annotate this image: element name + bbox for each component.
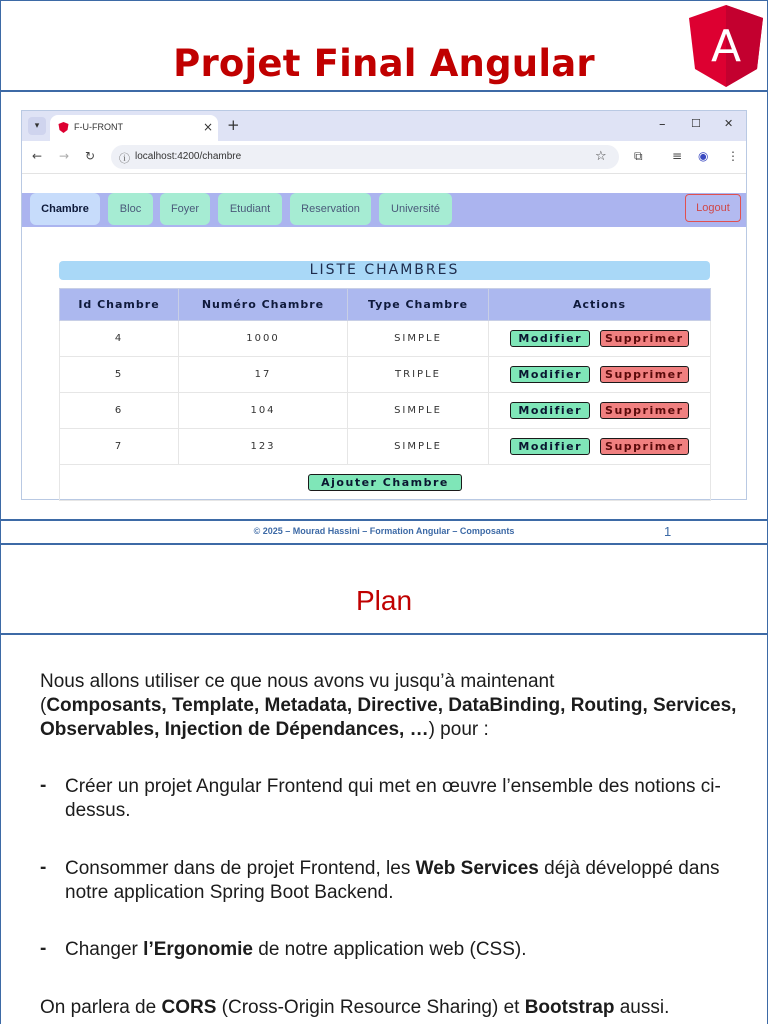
closing-text-end: aussi.: [614, 997, 670, 1018]
closing-cors: CORS: [161, 997, 217, 1018]
bullet-3-text: Changer: [65, 939, 144, 960]
site-info-icon[interactable]: ⓘ: [119, 152, 130, 165]
cell-numero: 17: [179, 357, 348, 393]
cell-actions: [489, 429, 711, 465]
cell-numero: 123: [179, 429, 348, 465]
intro-open-paren: (: [40, 695, 47, 716]
profile-icon[interactable]: ◉: [698, 149, 709, 163]
bookmark-star-icon[interactable]: ☆: [595, 149, 607, 164]
url-text: localhost:4200/chambre: [135, 151, 242, 162]
extensions-icon[interactable]: ⧉: [634, 149, 643, 163]
logout-button[interactable]: Logout: [685, 194, 741, 222]
bullet-2-text: Consommer dans de projet Frontend, les: [65, 858, 416, 879]
table-footer-row: [60, 465, 711, 501]
modifier-button[interactable]: Modifier: [510, 402, 590, 419]
add-cell: [60, 465, 711, 501]
cell-id: 7: [60, 429, 179, 465]
column-header-type: Type Chambre: [348, 289, 489, 321]
url-field[interactable]: [111, 145, 619, 169]
nav-tab-reservation[interactable]: Reservation: [290, 193, 371, 225]
nav-tab-etudiant[interactable]: Etudiant: [218, 193, 282, 225]
tab-title: F-U-FRONT: [74, 122, 123, 132]
chambres-table: [59, 288, 711, 501]
bullet-dash: -: [40, 775, 47, 796]
bullet-dash: -: [40, 938, 47, 959]
slide-left-border: [0, 0, 1, 1024]
menu-kebab-icon[interactable]: ⋮: [727, 149, 739, 163]
closing-line: [40, 996, 760, 1020]
reload-icon[interactable]: ↻: [85, 149, 96, 163]
supprimer-button[interactable]: Supprimer: [600, 330, 689, 347]
closing-text: On parlera de: [40, 997, 162, 1018]
supprimer-button[interactable]: Supprimer: [600, 438, 689, 455]
app-navbar: [22, 193, 746, 227]
close-window-icon[interactable]: ✕: [724, 117, 734, 130]
cell-actions: [489, 357, 711, 393]
slide-separator: [0, 543, 768, 545]
table-row: [60, 429, 711, 465]
list-title: LISTE CHAMBRES: [59, 261, 710, 280]
browser-tabbar: [22, 111, 746, 141]
modifier-button[interactable]: Modifier: [510, 438, 590, 455]
cell-type: SIMPLE: [348, 393, 489, 429]
angular-favicon-icon: [58, 122, 69, 133]
cell-type: SIMPLE: [348, 321, 489, 357]
bullet-1: Créer un projet Angular Frontend qui met en œuvre l’ensemble des notions ci-dessus.: [65, 776, 721, 821]
cell-id: 5: [60, 357, 179, 393]
table-header-row: [60, 289, 711, 321]
slide1-footer-rule: [0, 519, 768, 521]
cell-actions: [489, 393, 711, 429]
nav-tab-foyer[interactable]: Foyer: [160, 193, 210, 225]
add-chambre-button[interactable]: Ajouter Chambre: [308, 474, 462, 491]
browser-window: [21, 110, 747, 500]
tab-list-icon[interactable]: ▾: [28, 117, 46, 135]
minimize-icon[interactable]: –: [659, 117, 666, 132]
cell-type: SIMPLE: [348, 429, 489, 465]
browser-tab[interactable]: [50, 115, 218, 141]
close-tab-icon[interactable]: ×: [203, 120, 214, 134]
cell-numero: 1000: [179, 321, 348, 357]
bullet-2-bold: Web Services: [415, 858, 539, 879]
bullet-3-bold: l’Ergonomie: [143, 939, 253, 960]
column-header-numero: Numéro Chambre: [179, 289, 348, 321]
reading-list-icon[interactable]: ≡: [672, 149, 683, 163]
table-row: [60, 321, 711, 357]
slide-top-border: [0, 0, 768, 1]
bullet-3-text-end: de notre application web (CSS).: [252, 939, 527, 960]
intro-tail: ) pour :: [428, 719, 489, 740]
column-header-actions: Actions: [489, 289, 711, 321]
cell-actions: [489, 321, 711, 357]
cell-type: TRIPLE: [348, 357, 489, 393]
bullet-2: [65, 857, 765, 905]
address-bar-row: [22, 141, 746, 174]
nav-tab-bloc[interactable]: Bloc: [108, 193, 153, 225]
new-tab-button[interactable]: +: [227, 116, 240, 134]
slide1-title-rule: [0, 90, 768, 92]
table-row: [60, 393, 711, 429]
slide2-title: Plan: [355, 585, 413, 616]
back-arrow-icon[interactable]: ←: [32, 149, 43, 163]
bullet-3: [65, 938, 755, 962]
nav-tab-chambre[interactable]: Chambre: [30, 193, 100, 225]
slide1-footer: © 2025 – Mourad Hassini – Formation Angular – Composants: [253, 526, 515, 536]
supprimer-button[interactable]: Supprimer: [600, 402, 689, 419]
maximize-icon[interactable]: ☐: [691, 117, 701, 130]
intro-paragraph: [40, 670, 740, 742]
modifier-button[interactable]: Modifier: [510, 366, 590, 383]
forward-arrow-icon[interactable]: →: [59, 149, 70, 163]
cell-id: 4: [60, 321, 179, 357]
slide1-title: Projet Final Angular: [173, 42, 595, 85]
page-number: 1: [664, 524, 672, 539]
closing-bootstrap: Bootstrap: [524, 997, 615, 1018]
column-header-id: Id Chambre: [60, 289, 179, 321]
modifier-button[interactable]: Modifier: [510, 330, 590, 347]
cell-numero: 104: [179, 393, 348, 429]
closing-text-mid: (Cross-Origin Resource Sharing) et: [216, 997, 525, 1018]
svg-text:A: A: [710, 21, 742, 72]
cell-id: 6: [60, 393, 179, 429]
angular-logo-icon: [686, 3, 766, 89]
bullet-dash: -: [40, 857, 47, 878]
nav-tab-universite[interactable]: Université: [379, 193, 452, 225]
table-row: [60, 357, 711, 393]
bullet-2-text-end: déjà développé dans notre application Spring Boot Backend.: [65, 858, 720, 903]
intro-keywords: Composants, Template, Metadata, Directive, DataBinding, Routing, Services, Observables, Injection de Dépendances, …: [40, 695, 737, 740]
intro-line: Nous allons utiliser ce que nous avons vu jusqu’à maintenant: [40, 671, 555, 692]
supprimer-button[interactable]: Supprimer: [600, 366, 689, 383]
slide2-title-rule: [0, 633, 768, 635]
